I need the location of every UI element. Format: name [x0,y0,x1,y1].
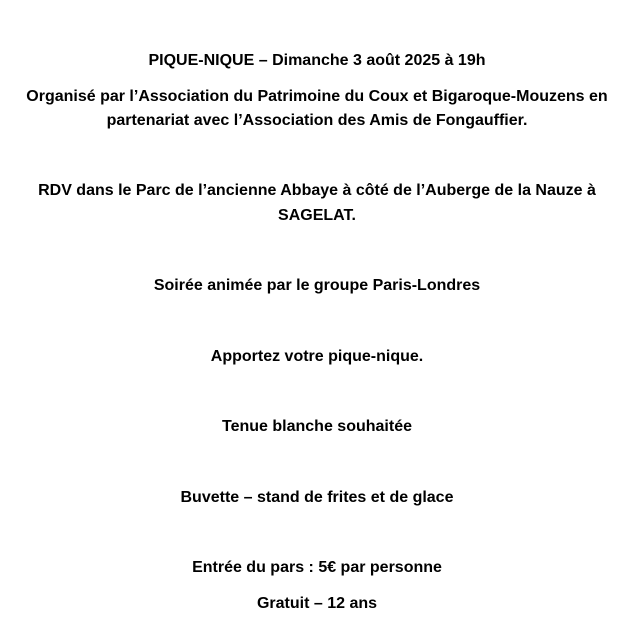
bring-picnic-note: Apportez votre pique-nique. [210,348,424,365]
dress-code-note: Tenue blanche souhaitée [222,418,412,435]
meeting-point-line-2: SAGELAT. [278,207,356,224]
organizer-text-line-2: partenariat avec l’Association des Amis de Fongauffier. [106,112,528,129]
organizer-text-line-1: Organisé par l’Association du Patrimoine du Coux et Bigaroque-Mouzens en [26,88,608,105]
entry-fee: Entrée du pars : 5€ par personne [192,559,442,576]
refreshments-note: Buvette – stand de frites et de glace [180,489,454,506]
evening-entertainment: Soirée animée par le groupe Paris-Londres [153,277,481,294]
event-title: PIQUE-NIQUE – Dimanche 3 août 2025 à 19h [148,52,486,69]
meeting-point-line-1: RDV dans le Parc de l’ancienne Abbaye à côté de l’Auberge de la Nauze à [38,182,596,199]
free-entry-note: Gratuit – 12 ans [256,595,378,612]
